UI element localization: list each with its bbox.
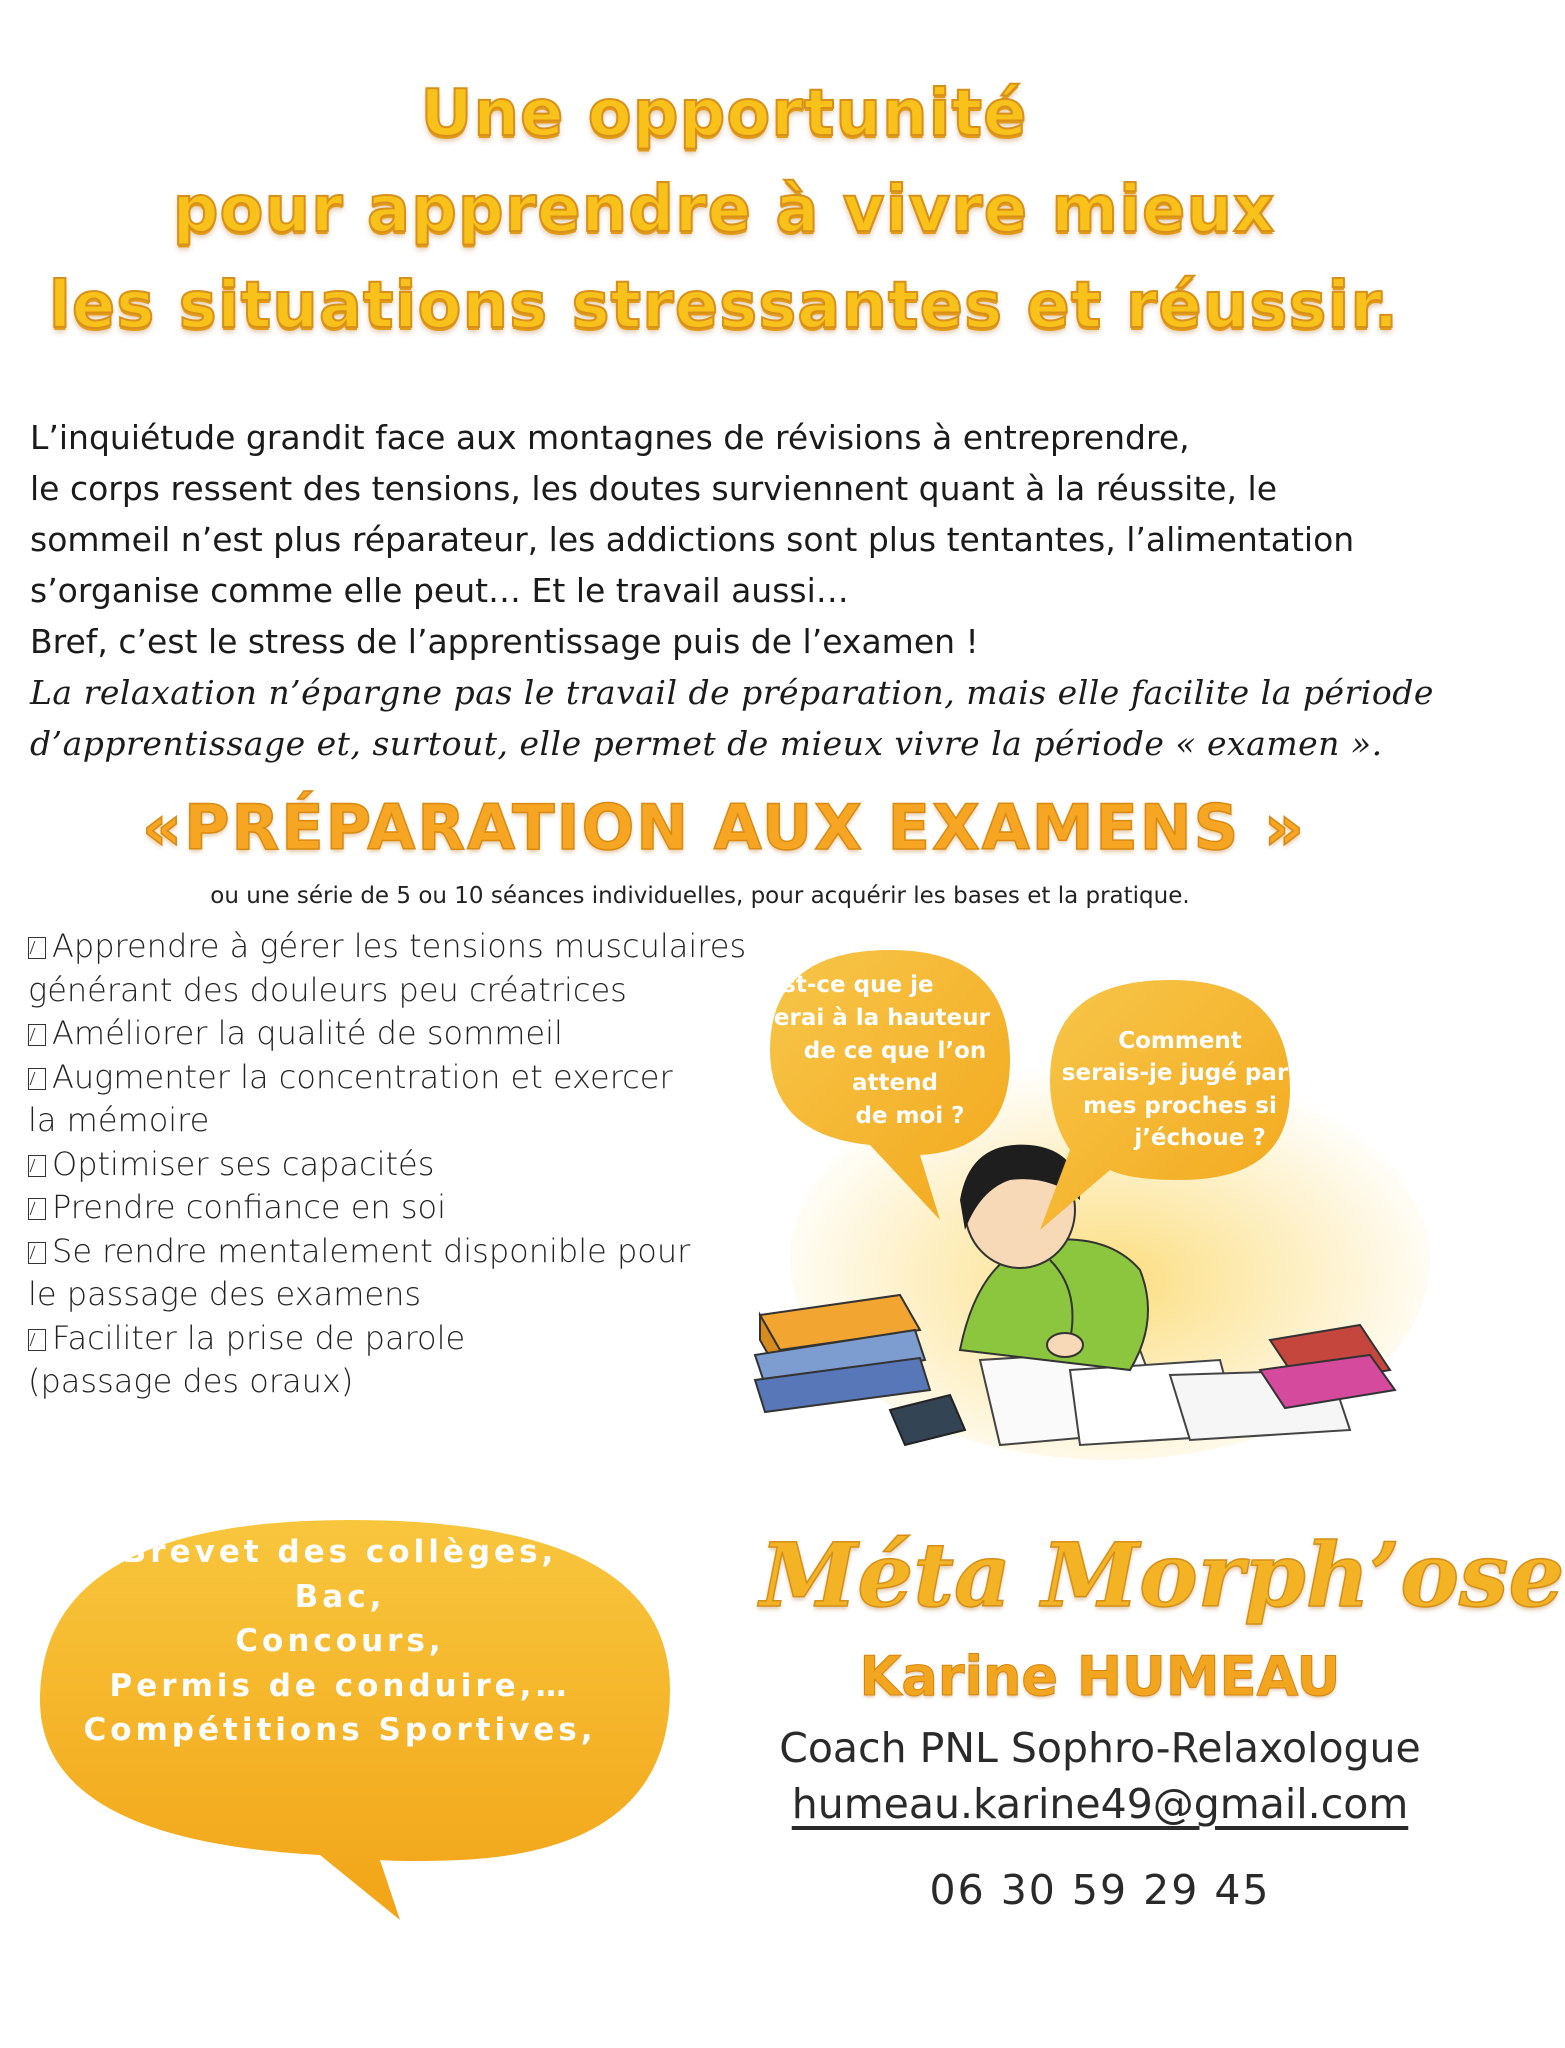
intro-line: Bref, c’est le stress de l’apprentissage puis de l’examen !: [30, 622, 979, 661]
exam-item: Bac,: [294, 1578, 386, 1615]
benefit-item: Se rendre mentalement disponible pour le passage des examens: [28, 1231, 691, 1313]
student-illustration: [750, 930, 1440, 1490]
bubble-left-line: de moi ?: [855, 1103, 965, 1129]
person-role: Coach PNL Sophro-Relaxologue: [779, 1724, 1421, 1772]
checkbox-icon: [28, 1024, 46, 1046]
intro-line: L’inquiétude grandit face aux montagnes de révisions à entreprendre,: [30, 418, 1190, 457]
benefit-item: Prendre confiance en soi: [28, 1186, 788, 1230]
exam-item: Brevet des collèges,: [122, 1534, 558, 1570]
bubble-left-line: de ce que l’on: [803, 1038, 987, 1064]
benefit-item: Faciliter la prise de parole (passage des oraux): [28, 1318, 466, 1400]
title-line-2: pour apprendre à vivre mieux: [172, 173, 1276, 247]
intro-script-line: d’apprentissage et, surtout, elle permet de mieux vivre la période « examen ».: [30, 724, 1383, 763]
exam-item: Compétitions Sportives,: [83, 1712, 597, 1748]
benefit-item: Apprendre à gérer les tensions musculaires générant des douleurs peu créatrices: [28, 927, 747, 1009]
intro-paragraph: [30, 412, 1434, 769]
bubble-right-line: j’échoue ?: [1134, 1125, 1266, 1151]
exam-item: Concours,: [235, 1623, 445, 1659]
phone-number[interactable]: 06 30 59 29 45: [929, 1866, 1271, 1914]
checkbox-icon: [28, 1068, 46, 1090]
intro-line: sommeil n’est plus réparateur, les addictions sont plus tentantes, l’alimentation: [30, 520, 1355, 559]
checkbox-icon: [28, 937, 46, 959]
person-name: Karine HUMEAU: [859, 1645, 1341, 1708]
bubble-right-line: Comment: [1118, 1028, 1242, 1054]
checkbox-icon: [28, 1329, 46, 1351]
title-line-3: les situations stressantes et réussir.: [48, 269, 1400, 343]
checkbox-icon: [28, 1242, 46, 1264]
benefit-item: Optimiser ses capacités: [28, 1143, 788, 1187]
exam-item: Permis de conduire,…: [109, 1667, 571, 1704]
email-link[interactable]: humeau.karine49@gmail.com: [791, 1780, 1409, 1828]
books-stack-icon: [755, 1295, 930, 1412]
benefits-list: [28, 925, 788, 1404]
email-line: [760, 1776, 1440, 1832]
benefit-item: Améliorer la qualité de sommeil: [28, 1012, 788, 1056]
checkbox-icon: [28, 1198, 46, 1220]
bubble-left-line: attend: [852, 1070, 938, 1096]
page-title: [0, 66, 1448, 354]
title-line-1: Une opportunité: [420, 77, 1028, 151]
intro-line: le corps ressent des tensions, les doutes surviennent quant à la réussite, le: [30, 469, 1278, 508]
benefit-item: Augmenter la concentration et exercer la mémoire: [28, 1057, 673, 1139]
preparation-subtitle: ou une série de 5 ou 10 séances individuelles, pour acquérir les bases et la pratique.: [210, 883, 1190, 909]
exams-list: [60, 1530, 620, 1753]
bubble-left-line: Est-ce que je: [766, 972, 934, 998]
intro-script-line: La relaxation n’épargne pas le travail de préparation, mais elle facilite la période: [30, 673, 1434, 712]
intro-line: s’organise comme elle peut… Et le travail aussi…: [30, 571, 849, 610]
checkbox-icon: [28, 1155, 46, 1177]
preparation-title: «PRÉPARATION AUX EXAMENS »: [142, 791, 1306, 864]
bubble-left-line: serai à la hauteur: [760, 1005, 990, 1031]
brand-logo-text: Méta Morph’ose: [760, 1523, 1565, 1627]
bubble-right-line: serais-je jugé par: [1061, 1060, 1289, 1086]
bubble-right-line: mes proches si: [1083, 1093, 1277, 1119]
